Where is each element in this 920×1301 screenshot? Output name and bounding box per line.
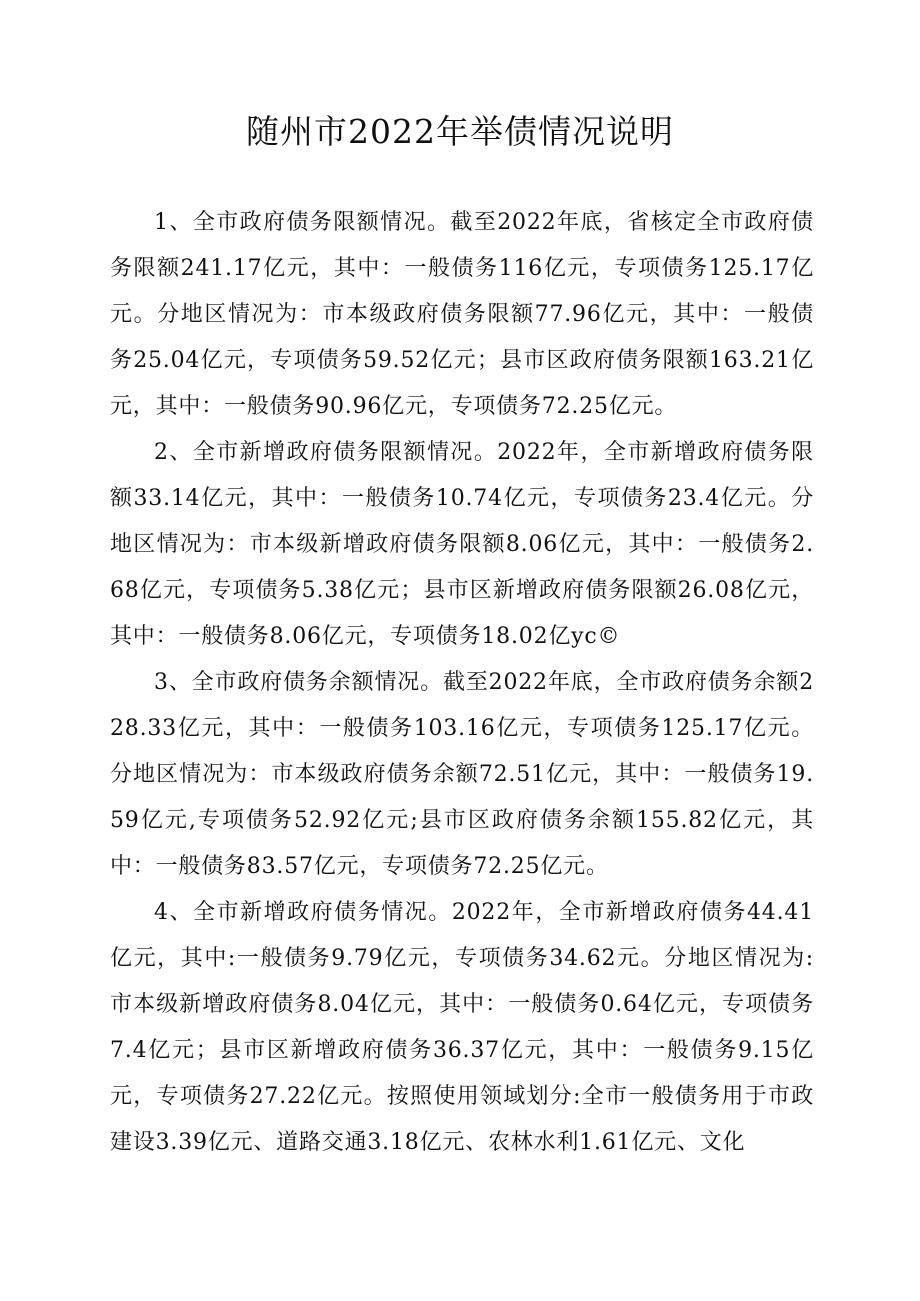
- paragraph-new-debt: 4、全市新增政府债务情况。2022年，全市新增政府债务44.41亿元，其中:一般债务9.79亿元，专项债务34.62元。分地区情况为:市本级新增政府债务8.04亿元，其中：一般债务0.64亿元，专项债务7.4亿元；县市区新增政府债务36.37亿元，其中：一般债务9.15亿元，专项债务27.22亿元。按照使用领域划分:全市一般债务用于市政建设3.39亿元、道路交通3.18亿元、农林水利1.61亿元、文化: [110, 900, 814, 1155]
- document-body: [110, 200, 814, 1166]
- document-title: 随州市2022年举债情况说明: [246, 112, 674, 151]
- paragraph-debt-balance: 3、全市政府债务余额情况。截至2022年底，全市政府债务余额228.33亿元，其中：一般债务103.16亿元，专项债务125.17亿元。分地区情况为：市本级政府债务余额72.51亿元，其中：一般债务19.59亿元,专项债务52.92亿元;县市区政府债务余额155.82亿元，其中：一般债务83.57亿元，专项债务72.25亿元。: [110, 670, 814, 879]
- paragraph-new-debt-limit: 2、全市新增政府债务限额情况。2022年，全市新增政府债务限额33.14亿元，其中：一般债务10.74亿元，专项债务23.4亿元。分地区情况为：市本级新增政府债务限额8.06亿元，其中：一般债务2.68亿元，专项债务5.38亿元；县市区新增政府债务限额26.08亿元，其中：一般债务8.06亿元，专项债务18.02亿yc©: [110, 440, 814, 649]
- paragraph-debt-limit: 1、全市政府债务限额情况。截至2022年底，省核定全市政府债务限额241.17亿元，其中：一般债务116亿元，专项债务125.17亿元。分地区情况为：市本级政府债务限额77.96亿元，其中：一般债务25.04亿元，专项债务59.52亿元；县市区政府债务限额163.21亿元，其中：一般债务90.96亿元，专项债务72.25亿元。: [110, 210, 814, 419]
